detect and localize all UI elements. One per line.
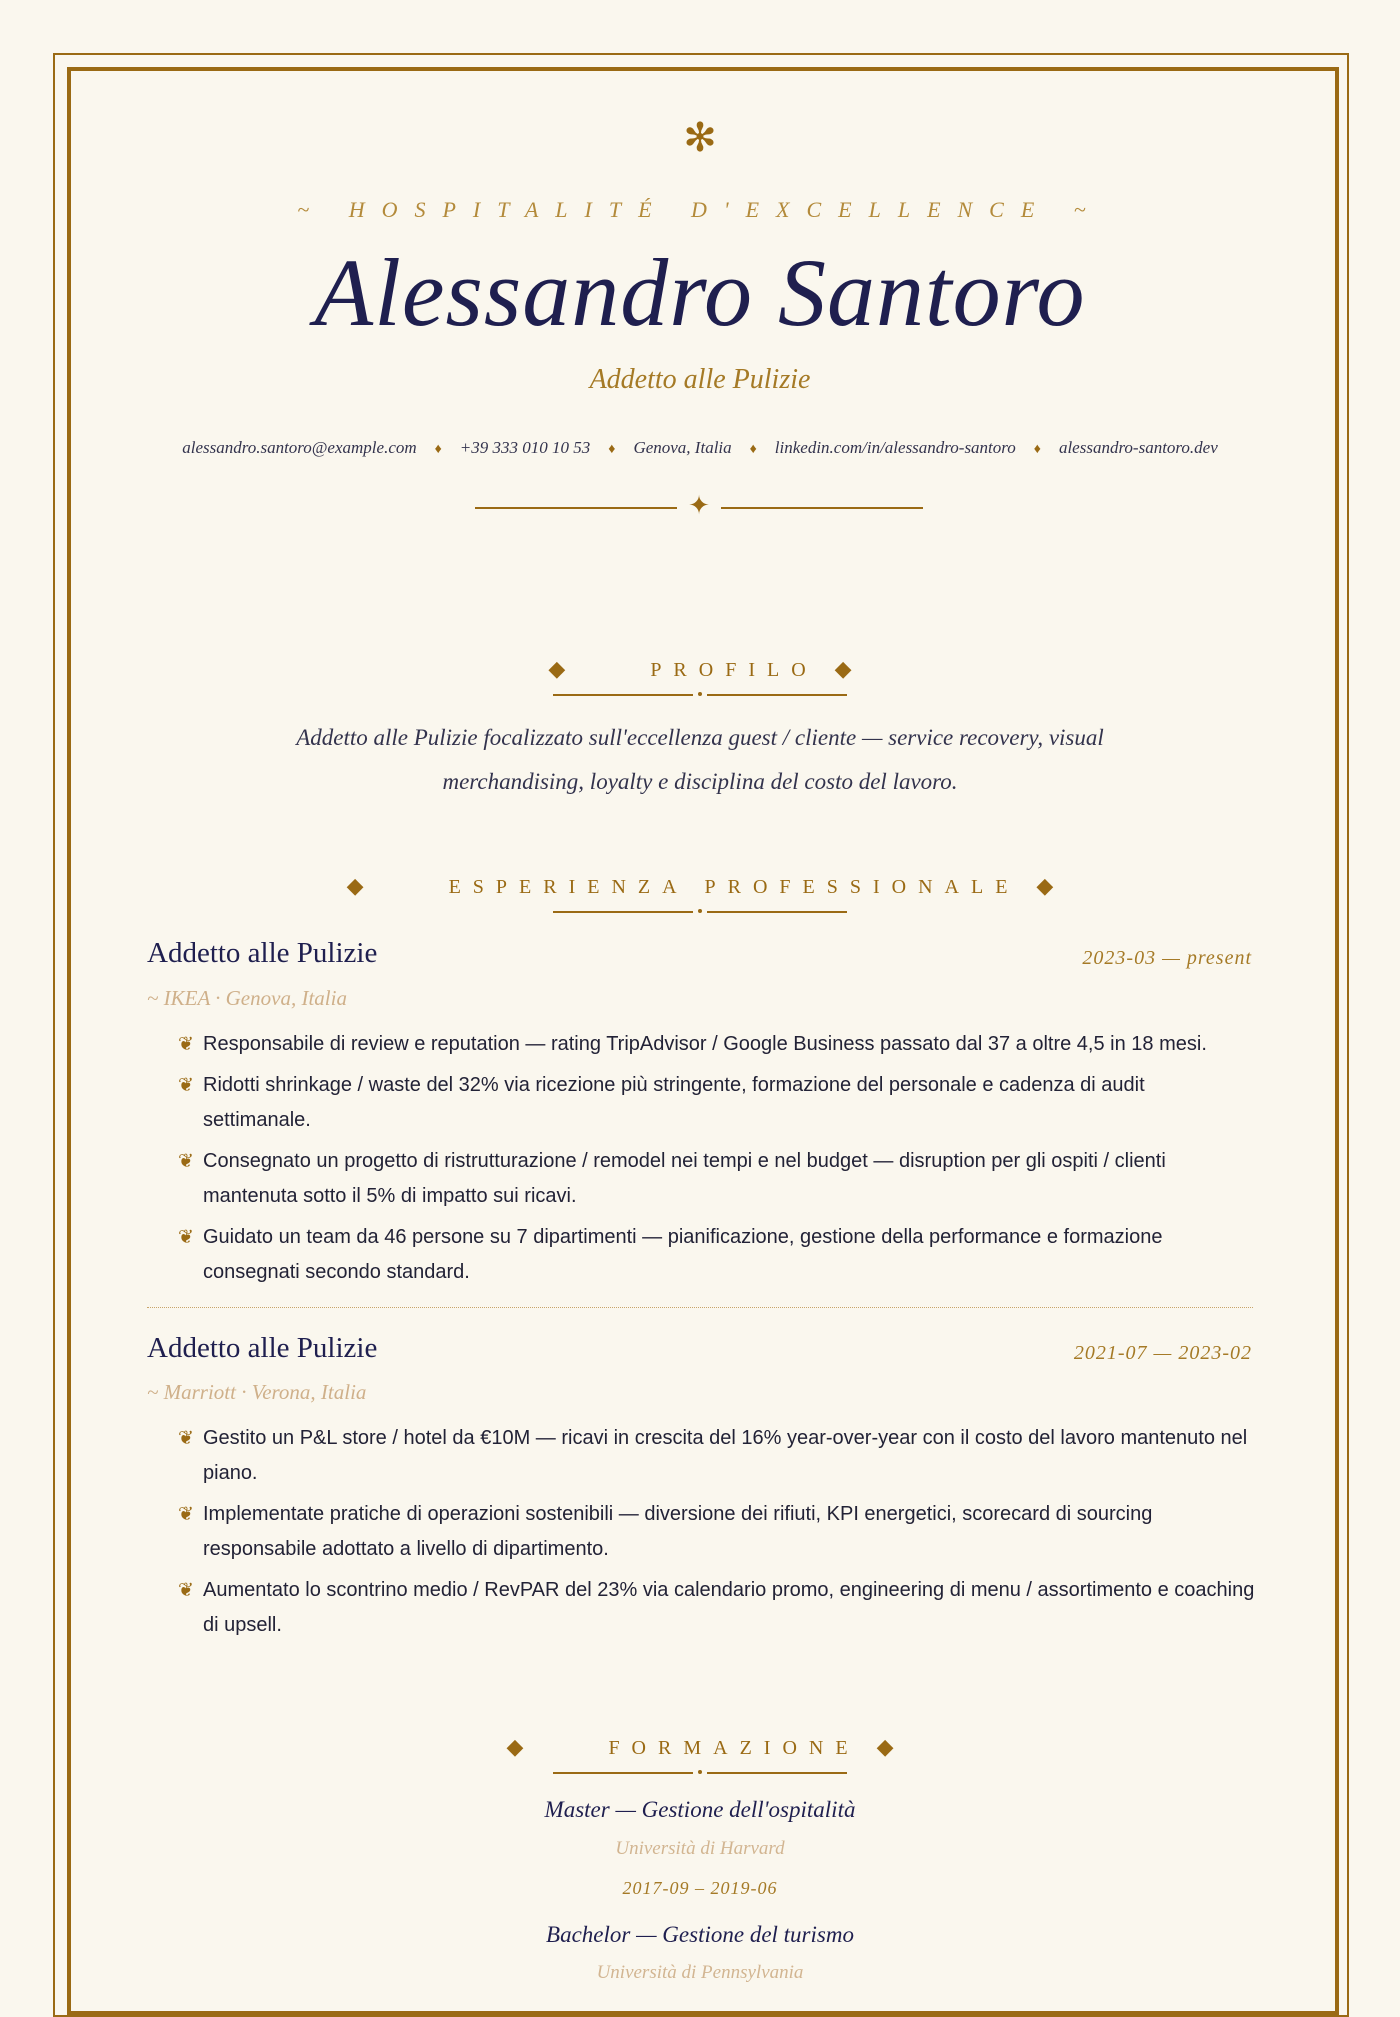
section-rule: [553, 1768, 847, 1778]
diamond-icon: ◆: [506, 1734, 524, 1759]
contact-phone[interactable]: +39 333 010 10 53: [459, 438, 591, 457]
list-item: [178, 1421, 1258, 1491]
candidate-name: Alessandro Santoro: [314, 239, 1086, 346]
job-company: ~ Marriott · Verona, Italia: [147, 1380, 367, 1404]
diamond-icon: ◆: [346, 873, 364, 898]
diamond-icon: ◆: [1036, 873, 1054, 898]
contact-linkedin[interactable]: linkedin.com/in/alessandro-santoro: [774, 438, 1016, 457]
education-school: Università di Pennsylvania: [596, 1962, 804, 1983]
contact-line: [0, 438, 1400, 458]
floral-bullet-icon: ❦: [178, 1504, 194, 1525]
floral-bullet-icon: ❦: [178, 1227, 194, 1248]
candidate-role: Addetto alle Pulizie: [589, 364, 811, 395]
education-degree: Bachelor — Gestione del turismo: [546, 1922, 854, 1947]
education-school: Università di Harvard: [615, 1838, 785, 1859]
section-rule: [553, 690, 847, 700]
floral-bullet-icon: ❦: [178, 1580, 194, 1601]
diamond-icon: ◆: [876, 1734, 894, 1759]
job-title: Addetto alle Pulizie: [147, 937, 378, 969]
diamond-separator-icon: ♦: [608, 442, 616, 457]
bullet-text: Responsabile di review e reputation — rating TripAdvisor / Google Business passato dal 37 a oltre 4,5 in 18 mesi.: [203, 1033, 1207, 1055]
list-item: [178, 1573, 1258, 1643]
bullet-text: Gestito un P&L store / hotel da €10M — ricavi in crescita del 16% year-over-year con il costo del lavoro mantenuto nel piano.: [203, 1427, 1248, 1484]
asterisk-ornament-icon: ✻: [683, 115, 717, 161]
section-title-text: PROFILO: [650, 659, 818, 681]
list-item: [178, 1144, 1258, 1214]
list-item: [178, 1068, 1258, 1138]
section-rule: [553, 907, 847, 917]
bullet-text: Implementate pratiche di operazioni sostenibili — diversione dei rifiuti, KPI energetici, scorecard di sourcing responsabile adottato a livello di dipartimento.: [203, 1503, 1153, 1560]
education-degree: Master — Gestione dell'ospitalità: [544, 1797, 856, 1822]
contact-website[interactable]: alessandro-santoro.dev: [1058, 438, 1218, 457]
job-title: Addetto alle Pulizie: [147, 1332, 378, 1364]
section-title-experience: [0, 873, 1400, 899]
diamond-icon: ◆: [548, 656, 566, 681]
job-divider: [147, 1307, 1253, 1308]
floral-bullet-icon: ❦: [178, 1034, 194, 1055]
job-company: ~ IKEA · Genova, Italia: [147, 986, 347, 1010]
education-dates: 2017-09 – 2019-06: [622, 1878, 778, 1898]
floral-bullet-icon: ❦: [178, 1428, 194, 1449]
section-title-education: [0, 1734, 1400, 1760]
profile-summary: Addetto alle Pulizie focalizzato sull'eccellenza guest / cliente — service recovery, visual merchandising, loyalty e disciplina del costo del lavoro.: [296, 725, 1104, 794]
bullet-text: Aumentato lo scontrino medio / RevPAR del 23% via calendario promo, engineering di menu / assortimento e coaching di upsell.: [203, 1579, 1255, 1636]
header-divider: [475, 491, 923, 521]
diamond-separator-icon: ♦: [1033, 442, 1041, 457]
diamond-separator-icon: ♦: [434, 442, 442, 457]
job-dates: 2023-03 — present: [1082, 947, 1252, 969]
section-title-text: ESPERIENZA PROFESSIONALE: [448, 876, 1020, 898]
diamond-icon: ◆: [834, 656, 852, 681]
job-bullets: [178, 1421, 1258, 1649]
job-bullets: [178, 1027, 1258, 1296]
contact-email[interactable]: alessandro.santoro@example.com: [182, 438, 417, 457]
section-title-text: FORMAZIONE: [608, 1737, 860, 1759]
bullet-text: Consegnato un progetto di ristrutturazione / remodel nei tempi e nel budget — disruption per gli ospiti / clienti mantenuta sotto il 5% di impatto sui ricavi.: [203, 1150, 1166, 1207]
list-item: [178, 1220, 1258, 1290]
job-dates: 2021-07 — 2023-02: [1073, 1342, 1252, 1364]
tagline: ~ HOSPITALITÉ D'EXCELLENCE ~: [297, 197, 1103, 222]
diamond-separator-icon: ♦: [749, 442, 757, 457]
bullet-text: Guidato un team da 46 persone su 7 dipartimenti — pianificazione, gestione della performance e formazione consegnati secondo standard.: [203, 1226, 1163, 1283]
floral-bullet-icon: ❦: [178, 1075, 194, 1096]
floral-bullet-icon: ❦: [178, 1151, 194, 1172]
four-point-star-icon: ✦: [688, 491, 710, 521]
list-item: [178, 1497, 1258, 1567]
section-title-profile: [0, 656, 1400, 682]
contact-location: Genova, Italia: [633, 438, 732, 457]
bullet-text: Ridotti shrinkage / waste del 32% via ricezione più stringente, formazione del personale e cadenza di audit settimanale.: [203, 1074, 1145, 1131]
list-item: [178, 1027, 1258, 1062]
